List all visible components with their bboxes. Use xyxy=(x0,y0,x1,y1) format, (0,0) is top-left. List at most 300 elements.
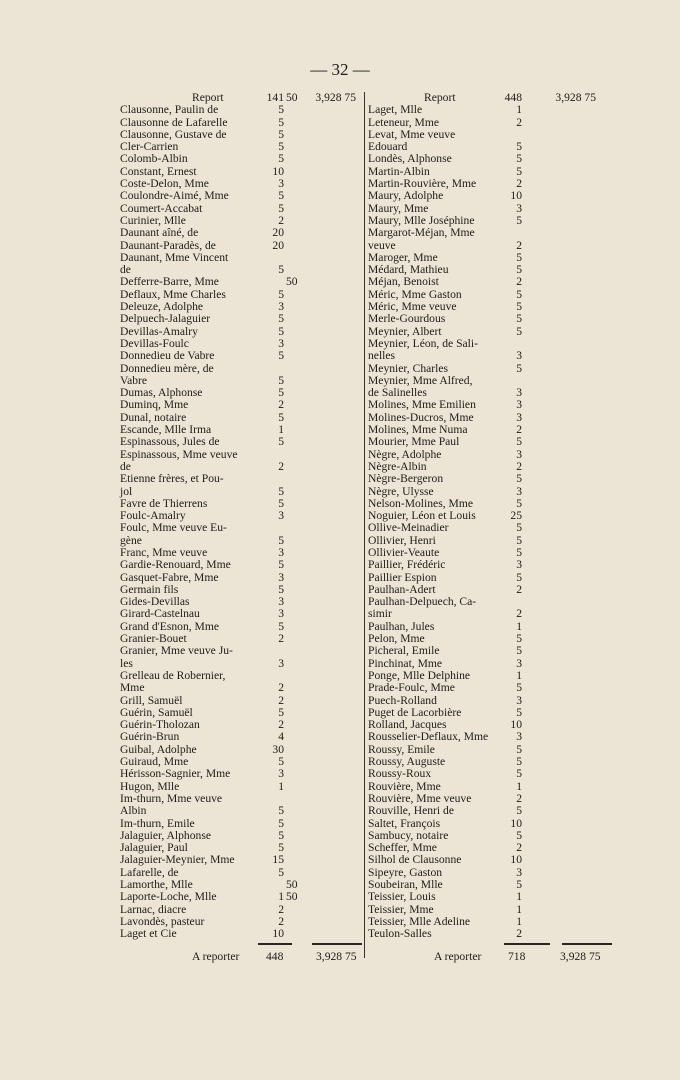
subscription-amount: 2 xyxy=(516,423,522,437)
list-item xyxy=(120,449,360,461)
report-cents: 50 xyxy=(286,91,298,104)
subscriber-name: Nègre-Albin xyxy=(368,459,427,473)
subscription-amount: 3 xyxy=(516,447,522,461)
list-item xyxy=(368,731,612,743)
subscriber-name: Médard, Mathieu xyxy=(368,263,449,277)
subscription-amount: 5 xyxy=(516,804,522,818)
left-column xyxy=(120,92,360,940)
footer-total: 3,928 75 xyxy=(316,950,357,963)
list-item xyxy=(368,596,612,608)
subscription-amount: 2 xyxy=(516,607,522,621)
subscription-amount: 5 xyxy=(516,312,522,326)
list-item xyxy=(120,793,360,805)
subscription-amount: 3 xyxy=(516,656,522,670)
subscriber-name: Foulc-Amalry xyxy=(120,509,186,523)
subscription-amount: 2 xyxy=(516,177,522,191)
subscriber-name: Teulon-Salles xyxy=(368,927,432,941)
subscriber-name: Clausonne, Paulin de xyxy=(120,103,219,117)
subscriber-name: Devillas-Foulc xyxy=(120,336,189,350)
subscriber-name: de Salinelles xyxy=(368,386,427,400)
footer-label: A reporter xyxy=(192,950,240,963)
right-column xyxy=(368,92,612,940)
subscriber-name: Puget de Lacorbière xyxy=(368,705,462,719)
subscription-amount: 3 xyxy=(516,484,522,498)
list-item xyxy=(120,363,360,375)
subscription-amount: 5 xyxy=(278,140,284,154)
subscriber-name: Saltet, François xyxy=(368,816,441,830)
subscription-amount: 10 xyxy=(510,718,522,732)
list-item xyxy=(368,818,612,830)
subscriber-name: Lafarelle, de xyxy=(120,865,179,879)
subscriber-name: Londès, Alphonse xyxy=(368,152,452,166)
subscription-amount: 2 xyxy=(278,914,284,928)
list-item xyxy=(120,436,360,448)
subscriber-name: Gides-Devillas xyxy=(120,595,190,609)
subscription-amount: 5 xyxy=(516,755,522,769)
subscription-amount: 20 xyxy=(272,238,284,252)
subscription-amount: 5 xyxy=(516,828,522,842)
subscription-amount: 2 xyxy=(516,115,522,129)
subscription-amount: 5 xyxy=(516,164,522,178)
subscriber-name: Foulc, Mme veuve Eu- xyxy=(120,521,227,535)
subscription-amount: 2 xyxy=(516,275,522,289)
list-item xyxy=(120,854,360,866)
subscription-amount: 10 xyxy=(510,816,522,830)
subscription-amount: 5 xyxy=(516,213,522,227)
subscription-amount: 5 xyxy=(516,300,522,314)
subscription-amount: 5 xyxy=(516,742,522,756)
list-item xyxy=(120,399,360,411)
subscriber-name: Escande, Mlle Irma xyxy=(120,423,212,437)
list-item xyxy=(120,731,360,743)
subscription-amount: 5 xyxy=(516,681,522,695)
subscriber-name: Guiraud, Mme xyxy=(120,755,189,769)
subscription-amount: 3 xyxy=(516,730,522,744)
subscription-amount: 5 xyxy=(278,287,284,301)
subscription-amount: 5 xyxy=(278,263,284,277)
list-item xyxy=(368,363,612,375)
subscriber-name: Laget, Mlle xyxy=(368,103,423,117)
list-item xyxy=(368,645,612,657)
footer-amount: 448 xyxy=(266,950,284,963)
subscription-amount: 5 xyxy=(516,152,522,166)
subscriber-name: Méric, Mme veuve xyxy=(368,300,457,314)
subscriber-name: Maury, Mme xyxy=(368,201,429,215)
subscriber-name: Noguier, Léon et Louis xyxy=(368,509,476,523)
list-item xyxy=(368,350,612,362)
subscription-amount: 5 xyxy=(516,361,522,375)
subscriber-name: Hérisson-Sagnier, Mme xyxy=(120,767,231,781)
subscription-amount: 3 xyxy=(278,300,284,314)
subscription-cents: 50 xyxy=(286,890,298,904)
subscriber-name: Clausonne, Gustave de xyxy=(120,127,227,141)
subscription-amount: 5 xyxy=(278,127,284,141)
right-subscriber-list xyxy=(368,104,612,940)
subscription-amount: 3 xyxy=(516,558,522,572)
subscription-amount: 5 xyxy=(516,644,522,658)
subscription-amount: 5 xyxy=(278,201,284,215)
subscriber-name: Martin-Albin xyxy=(368,164,430,178)
subscription-amount: 3 xyxy=(516,386,522,400)
subscriber-name: Pinchinat, Mme xyxy=(368,656,443,670)
column-divider xyxy=(364,92,365,958)
subscriber-name: Colomb-Albin xyxy=(120,152,188,166)
list-item xyxy=(120,252,360,264)
subscription-amount: 5 xyxy=(278,582,284,596)
list-item xyxy=(368,240,612,252)
subscriber-name: Hugon, Mlle xyxy=(120,779,180,793)
subscriber-name: Paulhan-Adert xyxy=(368,582,436,596)
subscription-amount: 5 xyxy=(516,545,522,559)
subscriber-name: Molines, Mme Numa xyxy=(368,423,468,437)
subscriber-name: Roussy-Roux xyxy=(368,767,432,781)
subscription-amount: 1 xyxy=(516,619,522,633)
list-item xyxy=(120,153,360,165)
subscription-amount: 5 xyxy=(278,115,284,129)
subscription-amount: 3 xyxy=(516,349,522,363)
subscription-amount: 5 xyxy=(278,558,284,572)
subscription-amount: 2 xyxy=(278,693,284,707)
list-item xyxy=(120,486,360,498)
subscriber-name: Guibal, Adolphe xyxy=(120,742,197,756)
subscriber-name: Rousselier-Deflaux, Mme xyxy=(368,730,489,744)
subscription-amount: 5 xyxy=(278,705,284,719)
subscriber-name: Sipeyre, Gaston xyxy=(368,865,443,879)
subscriber-name: Girard-Castelnau xyxy=(120,607,200,621)
subscriber-name: Nègre-Bergeron xyxy=(368,472,444,486)
subscription-amount: 5 xyxy=(278,841,284,855)
list-item xyxy=(120,805,360,817)
subscription-amount: 3 xyxy=(278,177,284,191)
subscription-amount: 5 xyxy=(278,410,284,424)
subscriber-name: Grill, Samuël xyxy=(120,693,183,707)
list-item xyxy=(368,805,612,817)
subscription-amount: 3 xyxy=(278,767,284,781)
subtotal-rule xyxy=(504,943,550,945)
subscriber-name: Clausonne de Lafarelle xyxy=(120,115,228,129)
subscription-amount: 2 xyxy=(278,681,284,695)
list-item xyxy=(368,153,612,165)
subscriber-name: Jalaguier, Alphonse xyxy=(120,828,211,842)
subscriber-name: Guérin-Tholozan xyxy=(120,718,200,732)
list-item xyxy=(368,522,612,534)
subscriber-name: Levat, Mme veuve xyxy=(368,127,456,141)
subscription-amount: 5 xyxy=(516,250,522,264)
subscription-cents: 50 xyxy=(286,275,298,289)
subscription-amount: 25 xyxy=(510,509,522,523)
subscriber-name: Rouvière, Mme xyxy=(368,779,441,793)
subscription-amount: 3 xyxy=(516,398,522,412)
subscriber-name: Rouville, Henri de xyxy=(368,804,454,818)
subscription-amount: 5 xyxy=(516,632,522,646)
subscriber-name: Roussy, Emile xyxy=(368,742,435,756)
subscription-amount: 2 xyxy=(278,213,284,227)
subscriber-name: Prade-Foulc, Mme xyxy=(368,681,455,695)
subscriber-name: Merle-Gourdous xyxy=(368,312,446,326)
report-label: Report xyxy=(192,91,224,104)
subtotal-rule xyxy=(258,943,292,945)
subscription-amount: 5 xyxy=(516,472,522,486)
subscription-amount: 5 xyxy=(516,496,522,510)
subscription-amount: 3 xyxy=(516,410,522,424)
subscriber-name: Puech-Rolland xyxy=(368,693,437,707)
subscription-amount: 5 xyxy=(516,533,522,547)
list-item xyxy=(368,928,612,940)
subscriber-name: Deflaux, Mme Charles xyxy=(120,287,226,301)
subscription-amount: 30 xyxy=(272,742,284,756)
subscriber-name: Maury, Adolphe xyxy=(368,189,444,203)
subscription-amount: 5 xyxy=(278,755,284,769)
subscription-amount: 5 xyxy=(278,804,284,818)
subscription-amount: 3 xyxy=(278,656,284,670)
subscriber-name: Ollive-Meinadier xyxy=(368,521,449,535)
subscription-amount: 3 xyxy=(278,509,284,523)
subscription-amount: 2 xyxy=(278,902,284,916)
subscriber-name: Maroger, Mme xyxy=(368,250,438,264)
list-item xyxy=(120,670,360,682)
subscription-amount: 1 xyxy=(516,902,522,916)
subscriber-name: Méjan, Benoist xyxy=(368,275,439,289)
list-item xyxy=(120,240,360,252)
page-number: — 32 — xyxy=(310,60,370,79)
subscription-amount: 2 xyxy=(516,791,522,805)
subscriber-name: Donnedieu mère, de xyxy=(120,361,214,375)
subscriber-name: Silhol de Clausonne xyxy=(368,853,462,867)
subscriber-name: Mourier, Mme Paul xyxy=(368,435,460,449)
subscription-amount: 3 xyxy=(278,570,284,584)
subscriber-name: Meynier, Mme Alfred, xyxy=(368,373,473,387)
subscription-amount: 1 xyxy=(516,779,522,793)
subscriber-name: Pelon, Mme xyxy=(368,632,425,646)
list-item xyxy=(368,436,612,448)
subscriber-name: Duminq, Mme xyxy=(120,398,189,412)
list-item xyxy=(368,891,612,903)
subscription-amount: 5 xyxy=(278,373,284,387)
subscription-amount: 2 xyxy=(516,582,522,596)
subscription-amount: 5 xyxy=(278,152,284,166)
subscriber-name: Cler-Carrien xyxy=(120,140,179,154)
subscription-amount: 5 xyxy=(516,324,522,338)
report-amount: 448 xyxy=(504,91,522,104)
footer-label: A reporter xyxy=(434,950,482,963)
subscriber-name: Espinassous, Jules de xyxy=(120,435,220,449)
list-item xyxy=(368,104,612,116)
subscriber-name: jol xyxy=(120,484,133,498)
subscriber-name: Lamorthe, Mlle xyxy=(120,878,193,891)
subscription-amount: 5 xyxy=(278,828,284,842)
list-item xyxy=(120,190,360,202)
subscription-amount: 2 xyxy=(278,398,284,412)
subscriber-name: Guérin, Samuël xyxy=(120,705,193,719)
subscriber-name: Coumert-Accabat xyxy=(120,201,203,215)
list-item xyxy=(120,645,360,657)
subscriber-name: Picheral, Emile xyxy=(368,644,440,658)
subscriber-name: Scheffer, Mme xyxy=(368,841,437,855)
subscription-amount: 3 xyxy=(278,545,284,559)
subscription-amount: 5 xyxy=(516,521,522,535)
subscription-amount: 2 xyxy=(278,459,284,473)
subscriber-name: Roussy, Auguste xyxy=(368,755,446,769)
subscription-amount: 1 xyxy=(516,890,522,904)
subscriber-name: Franc, Mme veuve xyxy=(120,545,208,559)
subscription-amount: 10 xyxy=(272,164,284,178)
list-item xyxy=(368,473,612,485)
report-amount: 141 xyxy=(266,91,284,104)
subscription-amount: 3 xyxy=(278,607,284,621)
subscription-amount: 1 xyxy=(516,914,522,928)
subscription-amount: 5 xyxy=(278,435,284,449)
subscriber-name: veuve xyxy=(368,238,396,252)
list-item xyxy=(120,522,360,534)
subscriber-name: Sambucy, notaire xyxy=(368,828,449,842)
subscription-amount: 10 xyxy=(272,927,284,941)
subscriber-name: Molines, Mme Emilien xyxy=(368,398,476,412)
subscription-amount: 5 xyxy=(278,496,284,510)
list-item xyxy=(368,854,612,866)
subscriber-name: de xyxy=(120,263,131,277)
subscription-amount: 5 xyxy=(516,767,522,781)
subscriber-name: Edouard xyxy=(368,140,408,154)
subscription-amount: 3 xyxy=(516,865,522,879)
subscriber-name: Maury, Mlle Joséphine xyxy=(368,213,475,227)
list-item xyxy=(120,559,360,571)
list-item xyxy=(120,891,360,903)
subscription-amount: 1 xyxy=(516,668,522,682)
subscription-amount: 5 xyxy=(278,324,284,338)
list-item xyxy=(120,695,360,707)
subscription-amount: 3 xyxy=(278,336,284,350)
subscription-amount: 5 xyxy=(278,103,284,117)
subscriber-name: Im-thurn, Mme veuve xyxy=(120,791,223,805)
report-total: 3,928 75 xyxy=(555,91,596,104)
subscriber-name: Laget et Cie xyxy=(120,927,177,941)
subscriber-name: Soubeiran, Mlle xyxy=(368,878,443,891)
subscriber-name: Meynier, Charles xyxy=(368,361,449,375)
subscription-amount: 1 xyxy=(278,890,284,904)
subscriber-name: Daunant-Paradès, de xyxy=(120,238,216,252)
subscriber-name: Mme xyxy=(120,681,145,695)
subscriber-name: Devillas-Amalry xyxy=(120,324,198,338)
list-item xyxy=(120,818,360,830)
subscriber-name: Leteneur, Mme xyxy=(368,115,440,129)
subscription-amount: 5 xyxy=(278,816,284,830)
subscriber-name: Teissier, Mme xyxy=(368,902,434,916)
list-item xyxy=(120,473,360,485)
subscriber-name: Larnac, diacre xyxy=(120,902,187,916)
list-item xyxy=(368,559,612,571)
subscription-amount: 3 xyxy=(278,595,284,609)
subscription-amount: 2 xyxy=(278,632,284,646)
subscriber-name: Teissier, Louis xyxy=(368,890,436,904)
subscriber-name: Dunal, notaire xyxy=(120,410,187,424)
subscription-amount: 5 xyxy=(278,349,284,363)
subscription-amount: 2 xyxy=(516,927,522,941)
left-subscriber-list xyxy=(120,104,360,940)
list-item xyxy=(120,928,360,940)
subscriber-name: Coste-Delon, Mme xyxy=(120,177,209,191)
total-rule xyxy=(562,943,612,945)
list-item xyxy=(368,313,612,325)
subscription-amount: 2 xyxy=(278,718,284,732)
list-item xyxy=(120,313,360,325)
subscription-amount: 5 xyxy=(278,312,284,326)
subscriber-name: Delpuech-Jalaguier xyxy=(120,312,211,326)
subscriber-name: Jalaguier-Meynier, Mme xyxy=(120,853,235,867)
subscription-amount: 5 xyxy=(516,287,522,301)
subscriber-name: Etienne frères, et Pou- xyxy=(120,472,224,486)
list-item xyxy=(120,768,360,780)
list-item xyxy=(368,399,612,411)
subscription-amount: 3 xyxy=(516,693,522,707)
report-label: Report xyxy=(424,91,456,104)
subscriber-name: Laporte-Loche, Mlle xyxy=(120,890,217,904)
subscriber-name: gène xyxy=(120,533,142,547)
footer-amount: 718 xyxy=(508,950,526,963)
subscription-amount: 20 xyxy=(272,226,284,240)
subscriber-name: Deleuze, Adolphe xyxy=(120,300,204,314)
subscriber-name: Defferre-Barre, Mme xyxy=(120,275,219,289)
subscriber-name: Gasquet-Fabre, Mme xyxy=(120,570,219,584)
subscription-amount: 1 xyxy=(516,103,522,117)
subscriber-name: Martin-Rouvière, Mme xyxy=(368,177,477,191)
subscriber-name: Daunant, Mme Vincent xyxy=(120,250,229,264)
list-item xyxy=(368,682,612,694)
list-item xyxy=(368,227,612,239)
subscriber-name: Granier, Mme veuve Ju- xyxy=(120,644,233,658)
subscription-amount: 5 xyxy=(278,533,284,547)
subscriber-name: Curinier, Mlle xyxy=(120,213,186,227)
subscriber-name: simir xyxy=(368,607,392,621)
subscription-amount: 10 xyxy=(510,853,522,867)
list-item xyxy=(120,350,360,362)
subscription-amount: 5 xyxy=(278,865,284,879)
subscriber-name: Ollivier-Veaute xyxy=(368,545,440,559)
subscriber-name: Favre de Thierrens xyxy=(120,496,208,510)
footer-total: 3,928 75 xyxy=(560,950,601,963)
subscriber-name: Paulhan-Delpuech, Ca- xyxy=(368,595,477,609)
subscriber-name: Paillier Espion xyxy=(368,570,437,584)
list-item xyxy=(368,768,612,780)
subscription-amount: 5 xyxy=(278,386,284,400)
subscriber-name: Guérin-Brun xyxy=(120,730,180,744)
subscriber-name: Daunant aîné, de xyxy=(120,226,199,240)
subscriber-name: Méric, Mme Gaston xyxy=(368,287,462,301)
subscriber-name: Granier-Bouet xyxy=(120,632,187,646)
subscription-amount: 1 xyxy=(278,779,284,793)
subscriber-name: Nègre, Ulysse xyxy=(368,484,434,498)
list-item xyxy=(120,608,360,620)
subscriber-name: Meynier, Léon, de Sali- xyxy=(368,336,478,350)
subscriber-name: Albin xyxy=(120,804,147,818)
subscription-amount: 5 xyxy=(278,189,284,203)
subscriber-name: Nègre, Adolphe xyxy=(368,447,442,461)
list-item xyxy=(368,338,612,350)
list-item xyxy=(368,486,612,498)
subscriber-name: nelles xyxy=(368,349,396,363)
subscription-amount: 1 xyxy=(278,423,284,437)
subscriber-name: les xyxy=(120,656,133,670)
subscriber-name: Im-thurn, Emile xyxy=(120,816,195,830)
subscriber-name: Ponge, Mlle Delphine xyxy=(368,668,471,682)
subscriber-name: Margarot-Méjan, Mme xyxy=(368,226,475,240)
subscriber-name: Jalaguier, Paul xyxy=(120,841,188,855)
list-item xyxy=(368,276,612,288)
subscriber-name: Constant, Ernest xyxy=(120,164,197,178)
subscriber-name: de xyxy=(120,459,131,473)
subscriber-name: Molines-Ducros, Mme xyxy=(368,410,474,424)
subscription-amount: 5 xyxy=(278,484,284,498)
subscription-amount: 2 xyxy=(516,841,522,855)
